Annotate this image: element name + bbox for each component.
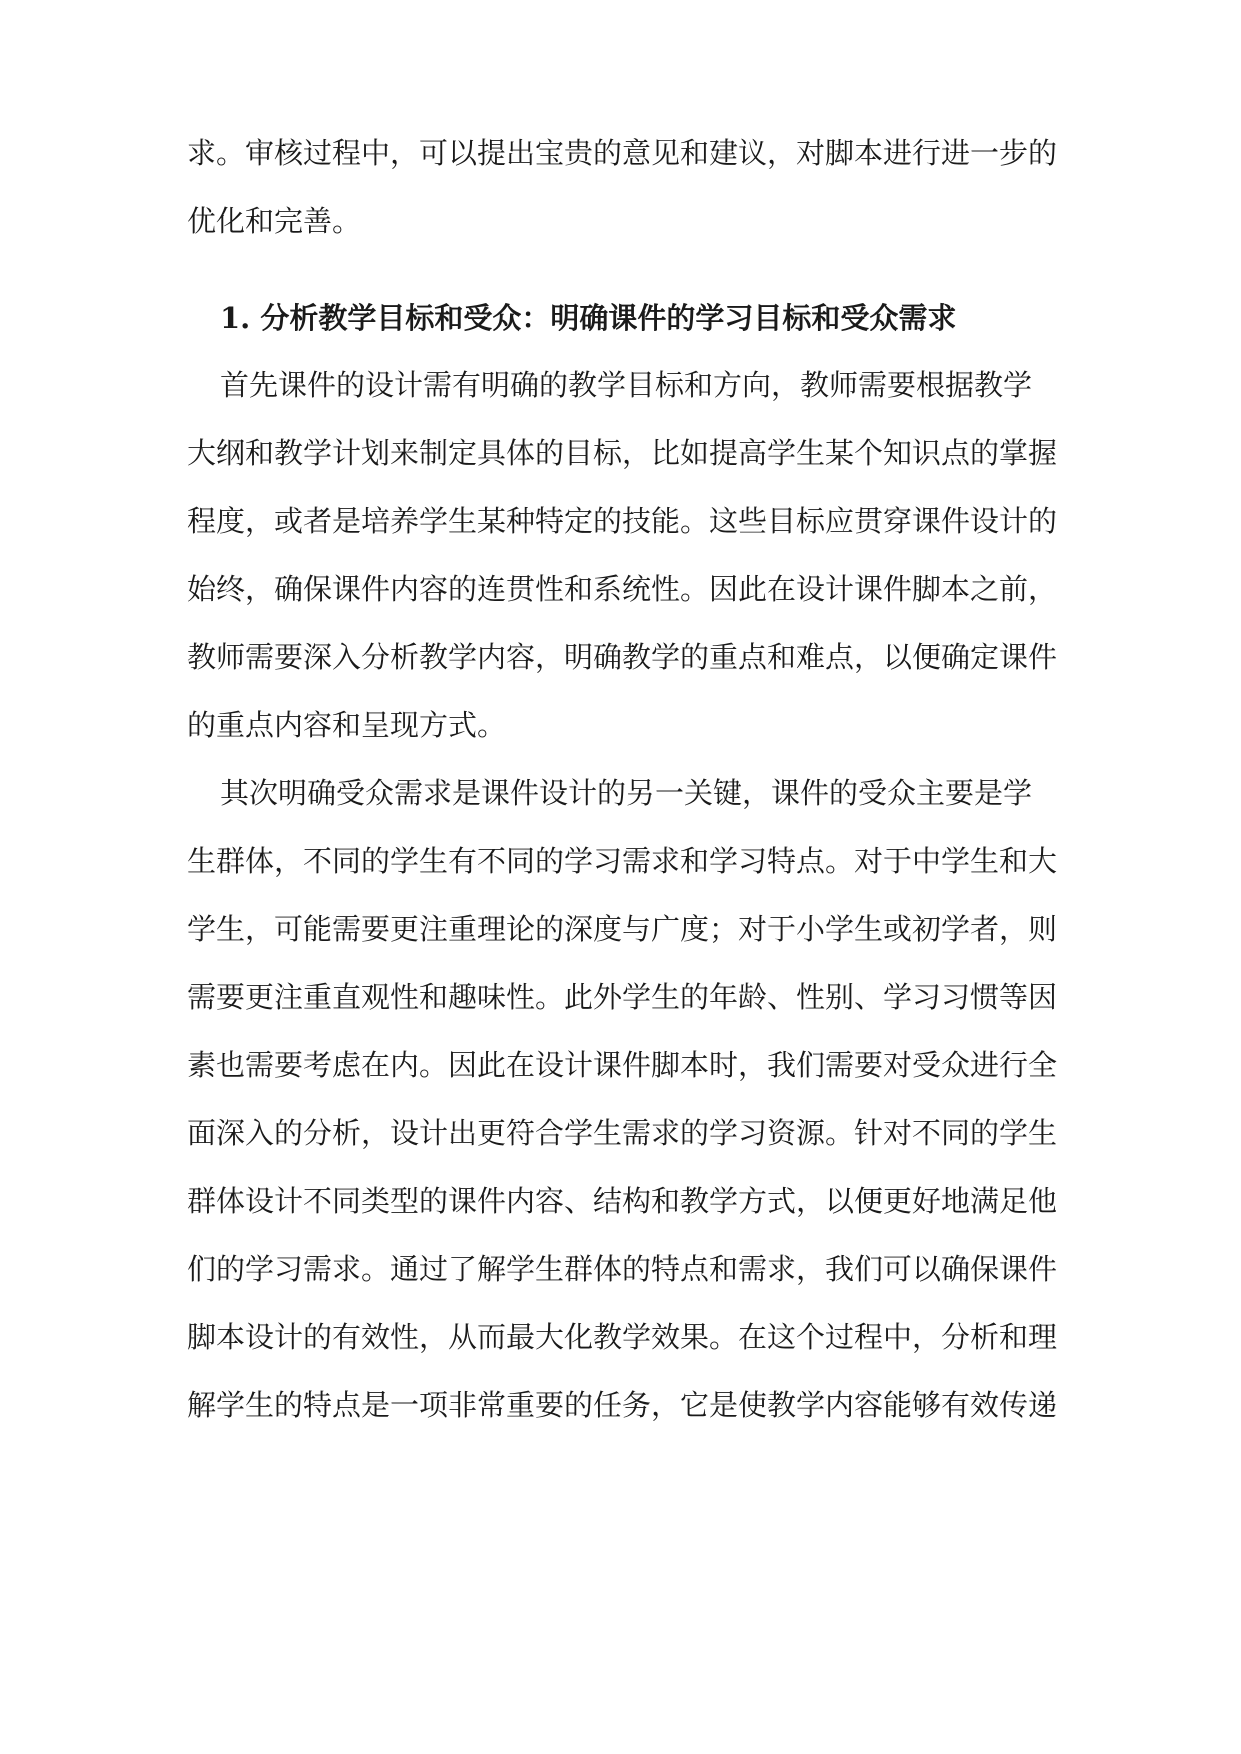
paragraph-line: 程度，或者是培养学生某种特定的技能。这些目标应贯穿课件设计的 — [187, 504, 1058, 538]
paragraph-line: 大纲和教学计划来制定具体的目标，比如提高学生某个知识点的掌握 — [187, 436, 1058, 470]
paragraph-line: 生群体，不同的学生有不同的学习需求和学习特点。对于中学生和大 — [187, 844, 1058, 878]
paragraph-line: 素也需要考虑在内。因此在设计课件脚本时，我们需要对受众进行全 — [187, 1048, 1058, 1082]
paragraph-line: 群体设计不同类型的课件内容、结构和教学方式，以便更好地满足他 — [187, 1184, 1058, 1218]
continuation-line: 优化和完善。 — [187, 204, 362, 238]
paragraph-line: 首先课件的设计需有明确的教学目标和方向，教师需要根据教学 — [220, 368, 1033, 402]
paragraph-line: 们的学习需求。通过了解学生群体的特点和需求，我们可以确保课件 — [187, 1252, 1058, 1286]
paragraph-line: 学生，可能需要更注重理论的深度与广度；对于小学生或初学者，则 — [187, 912, 1058, 946]
section-heading: 1. 分析教学目标和受众：明确课件的学习目标和受众需求 — [220, 301, 957, 335]
paragraph-line: 其次明确受众需求是课件设计的另一关键，课件的受众主要是学 — [220, 776, 1033, 810]
paragraph-line: 面深入的分析，设计出更符合学生需求的学习资源。针对不同的学生 — [187, 1116, 1058, 1150]
continuation-line: 求。审核过程中，可以提出宝贵的意见和建议，对脚本进行进一步的 — [187, 136, 1058, 170]
paragraph-line: 教师需要深入分析教学内容，明确教学的重点和难点，以便确定课件 — [187, 640, 1058, 674]
paragraph-line: 需要更注重直观性和趣味性。此外学生的年龄、性别、学习习惯等因 — [187, 980, 1058, 1014]
paragraph-line: 的重点内容和呈现方式。 — [187, 708, 507, 742]
paragraph-line: 脚本设计的有效性，从而最大化教学效果。在这个过程中，分析和理 — [187, 1320, 1058, 1354]
paragraph-line: 解学生的特点是一项非常重要的任务，它是使教学内容能够有效传递 — [187, 1388, 1058, 1422]
paragraph-line: 始终，确保课件内容的连贯性和系统性。因此在设计课件脚本之前， — [187, 572, 1058, 606]
